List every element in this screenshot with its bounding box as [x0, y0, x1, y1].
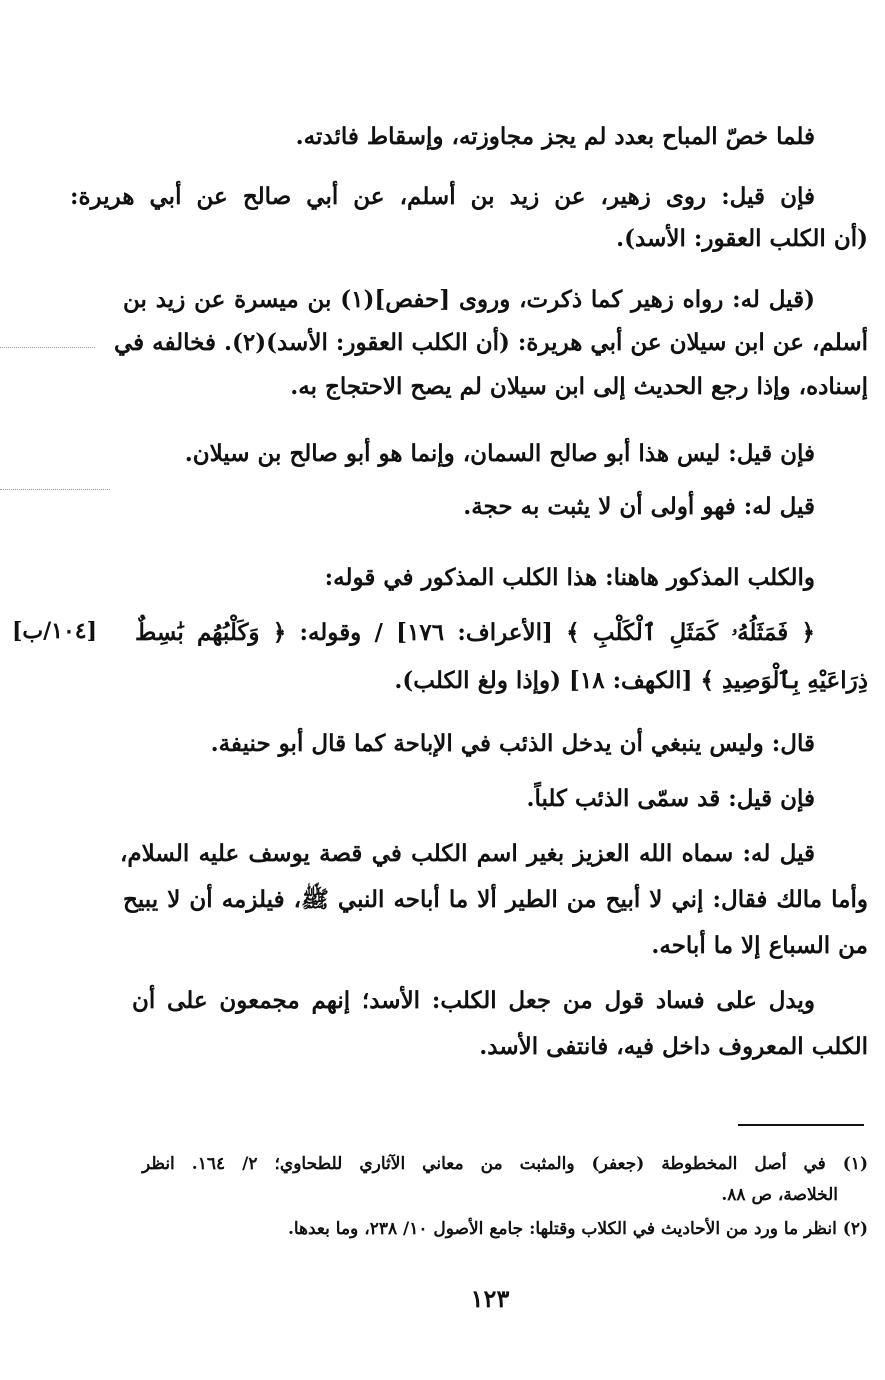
text-line: فإن قيل: روى زهير، عن زيد بن أسلم، عن أبي صالح عن أبي هريرة:: [70, 183, 815, 210]
text-line: إسناده، وإذا رجع الحديث إلى ابن سيلان لم يصح الاحتجاج به.: [290, 373, 868, 400]
manuscript-folio-ref: [١٠٤/ب]: [12, 618, 98, 644]
text-line: ويدل على فساد قول من جعل الكلب: الأسد؛ إنهم مجمعون على أن: [132, 987, 815, 1014]
scan-dotted-line: [0, 489, 110, 490]
text-line: (أن الكلب العقور: الأسد).: [616, 225, 868, 252]
text-line: الكلب المعروف داخل فيه، فانتفى الأسد.: [479, 1033, 868, 1060]
quran-verse-line: ﴿ فَمَثَلُهُۥ كَمَثَلِ ٱلْكَلْبِ ﴾ [الأعراف: ١٧٦] / وقوله: ﴿ وَكَلْبُهُم بَٰسِطٌ: [135, 619, 815, 646]
text-line: والكلب المذكور هاهنا: هذا الكلب المذكور في قوله:: [324, 564, 815, 591]
text-line: فإن قيل: قد سمّى الذئب كلباً.: [526, 785, 815, 812]
text-line: (قيل له: رواه زهير كما ذكرت، وروى [حفص](١) بن ميسرة عن زيد بن: [123, 286, 815, 313]
footnote: (٢) انظر ما ورد من الأحاديث في الكلاب وقتلها: جامع الأصول ١٠/ ٢٣٨، وما بعدها.: [287, 1219, 868, 1239]
text-line: وأما مالك فقال: إني لا أبيح من الطير ألا ما أباحه النبي ﷺ، فيلزمه أن لا يبيح: [123, 886, 868, 913]
text-line: قال: وليس ينبغي أن يدخل الذئب في الإباحة كما قال أبو حنيفة.: [210, 730, 815, 757]
footnote: (١) في أصل المخطوطة (جعفر) والمثبت من معاني الآثاري للطحاوي؛ ٢/ ١٦٤. انظر: [142, 1154, 868, 1174]
text-line: من السباع إلا ما أباحه.: [651, 932, 868, 959]
text-line: قيل له: فهو أولى أن لا يثبت به حجة.: [463, 493, 815, 520]
footnote-continuation: الخلاصة، ص ٨٨.: [721, 1185, 838, 1205]
page-number: ١٢٣: [470, 1284, 510, 1313]
text-line: فلما خصّ المباح بعدد لم يجز مجاوزته، وإسقاط فائدته.: [295, 123, 815, 150]
text-line: أسلم، عن ابن سيلان عن أبي هريرة: (أن الكلب العقور: الأسد)(٢). فخالفه في: [113, 329, 868, 356]
text-line: قيل له: سماه الله العزيز بغير اسم الكلب في قصة يوسف عليه السلام،: [120, 840, 815, 867]
text-line: فإن قيل: ليس هذا أبو صالح السمان، وإنما هو أبو صالح بن سيلان.: [184, 440, 815, 467]
quran-verse-line: ذِرَاعَيْهِ بِٱلْوَصِيدِ ﴾ [الكهف: ١٨] (وإذا ولغ الكلب).: [394, 667, 868, 694]
scan-dotted-line: [0, 347, 95, 348]
footnote-separator: [738, 1124, 864, 1126]
